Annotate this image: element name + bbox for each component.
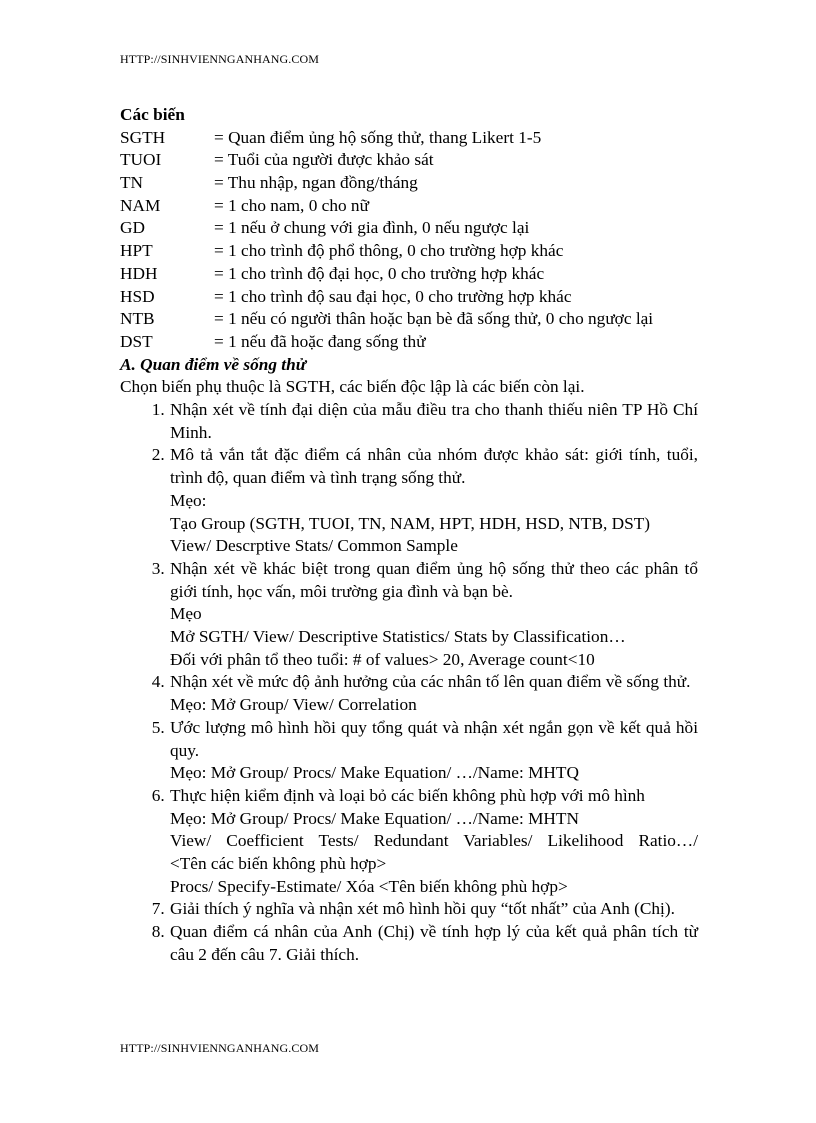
variable-name: TN <box>120 173 144 193</box>
tip-line: Mẹo: Mở Group/ Procs/ Make Equation/ …/Name: MHTN <box>170 808 579 828</box>
variable-row <box>120 286 698 309</box>
footer-url: HTTP://SINHVIENNGANHANG.COM <box>120 1041 320 1055</box>
tip-line: Mở SGTH/ View/ Descriptive Statistics/ Stats by Classification… <box>170 627 626 647</box>
question-item <box>169 671 698 716</box>
variable-desc: = Tuổi của người được khảo sát <box>214 150 434 170</box>
variable-desc: = Thu nhập, ngan đồng/tháng <box>214 173 418 193</box>
question-item <box>169 444 698 558</box>
question-item <box>169 717 698 785</box>
tip-line: View/ Descrptive Stats/ Common Sample <box>170 536 458 556</box>
variable-row <box>120 127 698 150</box>
question-text: 4. Nhận xét về mức độ ảnh hưởng của các nhân tố lên quan điểm về sống thử. <box>170 672 691 692</box>
tip-line: Tạo Group (SGTH, TUOI, TN, NAM, HPT, HDH, HSD, NTB, DST) <box>170 513 651 533</box>
tip-line: Mẹo: Mở Group/ Procs/ Make Equation/ …/Name: MHTQ <box>170 763 579 783</box>
question-text: 2. Mô tả vắn tắt đặc điểm cá nhân của nhóm được khảo sát: giới tính, tuổi, trình độ, quan điểm và tình trạng sống thử. <box>170 445 698 488</box>
variable-desc: = Quan điểm ủng hộ sống thử, thang Likert 1-5 <box>214 127 542 147</box>
variable-name: DST <box>120 331 153 351</box>
variable-row <box>120 217 698 240</box>
question-text: 6. Thực hiện kiểm định và loại bỏ các biến không phù hợp với mô hình <box>170 785 645 805</box>
question-item <box>169 399 698 444</box>
question-text: 8. Quan điểm cá nhân của Anh (Chị) về tính hợp lý của kết quả phân tích từ câu 2 đến câu 7. Giải thích. <box>170 922 698 964</box>
variable-desc: = 1 nếu ở chung với gia đình, 0 nếu ngược lại <box>214 218 530 238</box>
header-url: HTTP://SINHVIENNGANHANG.COM <box>120 52 320 66</box>
tip-line: Đối với phân tổ theo tuổi: # of values> 20, Average count<10 <box>170 649 595 669</box>
document-body <box>120 104 698 967</box>
variable-name: HDH <box>120 263 158 283</box>
variable-name: NAM <box>120 195 161 215</box>
variable-row <box>120 172 698 195</box>
variable-name: TUOI <box>120 150 162 170</box>
tip-line: Mẹo: <box>170 490 207 510</box>
variable-row <box>120 240 698 263</box>
tip-line: Mẹo <box>170 604 202 624</box>
variable-name: NTB <box>120 309 155 329</box>
variable-desc: = 1 cho trình độ đại học, 0 cho trường hợp khác <box>214 263 545 283</box>
variable-row <box>120 195 698 218</box>
part-a-title: A. Quan điểm về sống thử <box>120 354 307 374</box>
question-text: 7. Giải thích ý nghĩa và nhận xét mô hình hồi quy “tốt nhất” của Anh (Chị). <box>170 899 675 919</box>
variable-row <box>120 149 698 172</box>
variable-desc: = 1 nếu có người thân hoặc bạn bè đã sống thử, 0 cho ngược lại <box>214 309 654 329</box>
variable-name: HSD <box>120 286 155 306</box>
variable-row <box>120 263 698 286</box>
variable-row <box>120 308 698 331</box>
question-text: 1. Nhận xét về tính đại diện của mẫu điều tra cho thanh thiếu niên TP Hồ Chí Minh. <box>170 399 698 442</box>
variable-desc: = 1 cho nam, 0 cho nữ <box>214 195 369 215</box>
variable-name: SGTH <box>120 127 166 147</box>
question-text: 3. Nhận xét về khác biệt trong quan điểm ủng hộ sống thử theo các phân tổ giới tính, học vấn, môi trường gia đình và bạn bè. <box>170 558 698 601</box>
tip-line: <Tên các biến không phù hợp> <box>170 854 387 874</box>
question-item <box>169 921 698 966</box>
variable-row <box>120 331 698 354</box>
variables-title: Các biến <box>120 105 185 124</box>
variable-desc: = 1 nếu đã hoặc đang sống thử <box>214 331 426 351</box>
variable-desc: = 1 cho trình độ phổ thông, 0 cho trường hợp khác <box>214 241 564 261</box>
variable-desc: = 1 cho trình độ sau đại học, 0 cho trường hợp khác <box>214 286 572 306</box>
question-text: 5. Ước lượng mô hình hồi quy tổng quát và nhận xét ngắn gọn về kết quả hồi quy. <box>170 717 698 760</box>
question-item <box>169 558 698 672</box>
variables-list <box>120 127 698 354</box>
question-item <box>169 785 698 899</box>
variable-name: GD <box>120 218 145 238</box>
questions-list <box>120 399 698 967</box>
tip-line: Mẹo: Mở Group/ View/ Correlation <box>170 695 417 715</box>
tip-line: View/ Coefficient Tests/ Redundant Variables/ Likelihood Ratio…/ <box>170 831 698 851</box>
part-a-intro: Chọn biến phụ thuộc là SGTH, các biến độc lập là các biến còn lại. <box>120 377 585 397</box>
variable-name: HPT <box>120 241 153 261</box>
question-item <box>169 898 698 921</box>
tip-line: Procs/ Specify-Estimate/ Xóa <Tên biến không phù hợp> <box>170 876 568 896</box>
